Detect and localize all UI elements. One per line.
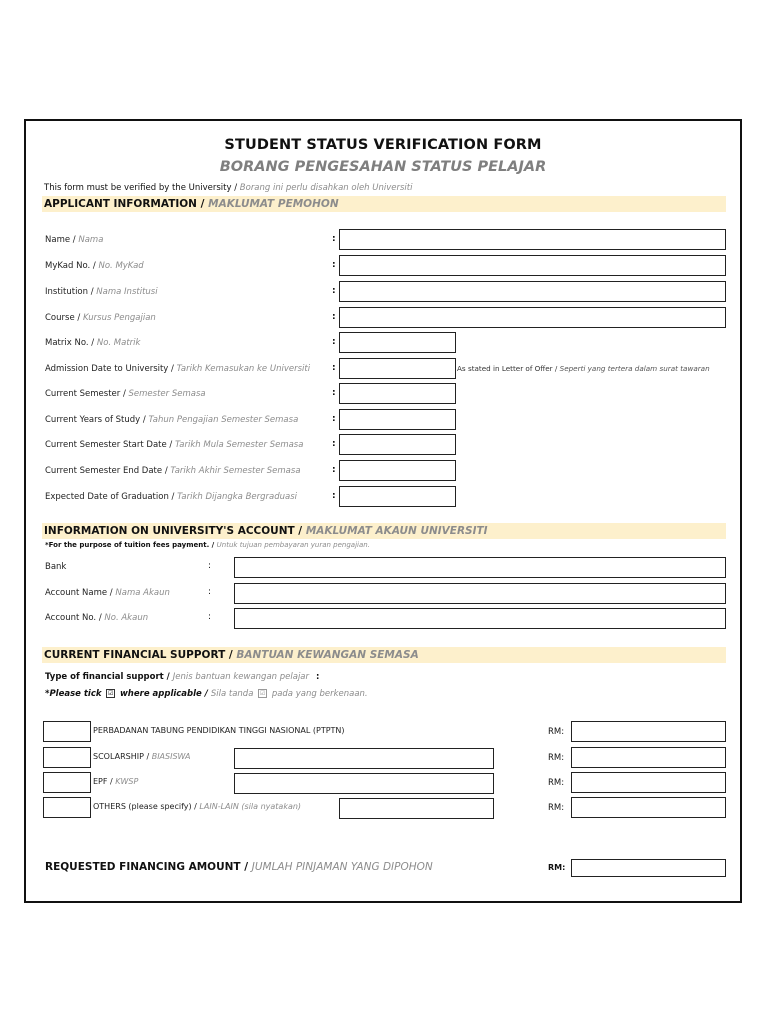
applicant-field-input[interactable] [339, 460, 456, 481]
label-en: Matrix No. / [45, 338, 97, 348]
financial-option-checkbox[interactable] [43, 721, 91, 742]
applicant-field-label [45, 313, 156, 323]
label-en: Account Name / [45, 588, 116, 598]
applicant-field-label [45, 466, 301, 476]
field-colon: : [332, 260, 336, 270]
section-university-account [42, 523, 726, 539]
section-applicant-information [42, 196, 726, 212]
field-colon: : [332, 388, 336, 398]
financial-option-checkbox[interactable] [43, 772, 91, 793]
type-en: Type of financial support / [45, 672, 173, 682]
label-en: Admission Date to University / [45, 364, 177, 374]
field-colon: : [332, 312, 336, 322]
checkbox-tick-icon: ☑ [259, 690, 266, 697]
financial-option-detail-input[interactable] [339, 798, 494, 819]
label-en: Current Semester Start Date / [45, 440, 175, 450]
financial-option-label [93, 726, 345, 735]
financial-option-label [93, 802, 301, 811]
label-en: MyKad No. / [45, 261, 99, 271]
checkbox-tick-icon: ☑ [108, 690, 114, 697]
rm-label: RM: [548, 753, 565, 763]
field-colon: : [332, 414, 336, 424]
hint-ms: Seperti yang tertera dalam surat tawaran [559, 364, 710, 373]
section-financial-support [42, 647, 726, 663]
label-ms: No. Matrik [96, 338, 141, 348]
field-colon: : [332, 286, 336, 296]
field-colon: : [208, 561, 212, 571]
field-colon: : [208, 612, 212, 622]
section-heading-en: APPLICANT INFORMATION / [44, 198, 209, 210]
applicant-field-input[interactable] [339, 358, 456, 379]
note-ms: Borang ini perlu disahkan oleh Universiti [239, 183, 413, 193]
applicant-field-input[interactable] [339, 281, 726, 302]
label-ms: Tarikh Akhir Semester Semasa [170, 466, 301, 476]
financial-option-label [93, 752, 191, 761]
label-ms: Tarikh Mula Semester Semasa [175, 440, 304, 450]
requested-amount-input[interactable] [571, 859, 726, 877]
account-field-label [45, 562, 66, 572]
section-heading-ms: BANTUAN KEWANGAN SEMASA [236, 649, 419, 661]
account-field-input[interactable] [234, 557, 726, 578]
account-field-input[interactable] [234, 608, 726, 629]
field-colon: : [332, 363, 336, 373]
section-heading-ms: MAKLUMAT PEMOHON [208, 198, 339, 210]
section-heading-en: INFORMATION ON UNIVERSITY'S ACCOUNT / [44, 525, 306, 537]
section-heading-en: CURRENT FINANCIAL SUPPORT / [44, 649, 237, 661]
tick-en-2: where applicable / [119, 689, 211, 699]
applicant-field-label [45, 415, 298, 425]
label-ms: Tarikh Kemasukan ke Universiti [176, 364, 311, 374]
label-ms: BIASISWA [151, 752, 191, 761]
verification-note [44, 183, 412, 193]
applicant-field-label [45, 364, 310, 374]
financial-option-checkbox[interactable] [43, 797, 91, 818]
type-colon: : [315, 672, 320, 682]
label-ms: No. Akaun [104, 613, 149, 623]
applicant-field-label [45, 261, 144, 271]
financial-option-detail-input[interactable] [234, 748, 494, 769]
label-en: Current Semester / [45, 389, 129, 399]
requested-amount-label [45, 861, 433, 873]
label-en: Course / [45, 313, 83, 323]
label-ms: Nama [78, 235, 104, 245]
applicant-field-input[interactable] [339, 255, 726, 276]
label-en: Current Semester End Date / [45, 466, 171, 476]
applicant-field-input[interactable] [339, 409, 456, 430]
label-ms: Semester Semasa [128, 389, 206, 399]
financial-option-amount-input[interactable] [571, 721, 726, 742]
financial-option-amount-input[interactable] [571, 772, 726, 793]
label-en: Name / [45, 235, 79, 245]
label-ms: Tahun Pengajian Semester Semasa [148, 415, 299, 425]
applicant-field-input[interactable] [339, 307, 726, 328]
requested-ms: JUMLAH PINJAMAN YANG DIPOHON [251, 861, 433, 873]
section-heading-ms: MAKLUMAT AKAUN UNIVERSITI [305, 525, 488, 537]
label-en: Current Years of Study / [45, 415, 149, 425]
admission-date-hint [457, 364, 710, 373]
applicant-field-input[interactable] [339, 229, 726, 250]
tuition-purpose-note [45, 541, 370, 549]
applicant-field-input[interactable] [339, 383, 456, 404]
applicant-field-input[interactable] [339, 332, 456, 353]
field-colon: : [332, 337, 336, 347]
label-ms: LAIN-LAIN (sila nyatakan) [199, 802, 302, 811]
label-en: EPF / [93, 777, 116, 786]
tick-en-1: *Please tick [45, 689, 102, 699]
financial-option-checkbox[interactable] [43, 747, 91, 768]
applicant-field-label [45, 287, 158, 297]
rm-label: RM: [548, 803, 565, 813]
applicant-field-label [45, 235, 103, 245]
applicant-field-label [45, 338, 140, 348]
label-ms: Nama Institusi [96, 287, 158, 297]
label-en: SCOLARSHIP / [93, 752, 152, 761]
applicant-field-input[interactable] [339, 486, 456, 507]
form-title: STUDENT STATUS VERIFICATION FORM [224, 137, 542, 153]
hint-en: As stated in Letter of Offer / [457, 364, 560, 373]
label-en: Bank [45, 562, 67, 572]
tick-instruction [45, 689, 368, 699]
form-page [24, 119, 742, 903]
requested-en: REQUESTED FINANCING AMOUNT / [45, 861, 252, 873]
label-ms: No. MyKad [98, 261, 144, 271]
label-ms: Tarikh Dijangka Bergraduasi [177, 492, 298, 502]
field-colon: : [332, 465, 336, 475]
financial-option-label [93, 777, 138, 786]
label-en: OTHERS (please specify) / [93, 802, 200, 811]
account-field-input[interactable] [234, 583, 726, 604]
rm-label: RM: [548, 778, 565, 788]
field-colon: : [332, 491, 336, 501]
label-en: PERBADANAN TABUNG PENDIDIKAN TINGGI NASIONAL (PTPTN) [93, 726, 345, 735]
tick-ms-1: Sila tanda [210, 689, 254, 699]
field-colon: : [208, 587, 212, 597]
note-en: *For the purpose of tuition fees payment. / [45, 541, 217, 549]
label-en: Account No. / [45, 613, 105, 623]
applicant-field-label [45, 440, 303, 450]
field-colon: : [332, 234, 336, 244]
label-en: Institution / [45, 287, 97, 297]
financial-option-amount-input[interactable] [571, 747, 726, 768]
type-ms: Jenis bantuan kewangan pelajar [172, 672, 310, 682]
note-en: This form must be verified by the University / [44, 183, 240, 193]
account-field-label [45, 588, 170, 598]
label-ms: Nama Akaun [115, 588, 170, 598]
requested-rm-label: RM: [548, 863, 566, 872]
form-subtitle: BORANG PENGESAHAN STATUS PELAJAR [219, 159, 547, 175]
label-ms: Kursus Pengajian [82, 313, 156, 323]
account-field-label [45, 613, 148, 623]
financial-option-amount-input[interactable] [571, 797, 726, 818]
applicant-field-input[interactable] [339, 434, 456, 455]
field-colon: : [332, 439, 336, 449]
note-ms: Untuk tujuan pembayaran yuran pengajian. [216, 541, 370, 549]
financial-option-detail-input[interactable] [234, 773, 494, 794]
tick-ms-2: pada yang berkenaan. [271, 689, 368, 699]
label-ms: KWSP [115, 777, 139, 786]
rm-label: RM: [548, 727, 565, 737]
applicant-field-label [45, 492, 297, 502]
applicant-field-label [45, 389, 206, 399]
financial-type-label [45, 672, 319, 682]
label-en: Expected Date of Graduation / [45, 492, 178, 502]
